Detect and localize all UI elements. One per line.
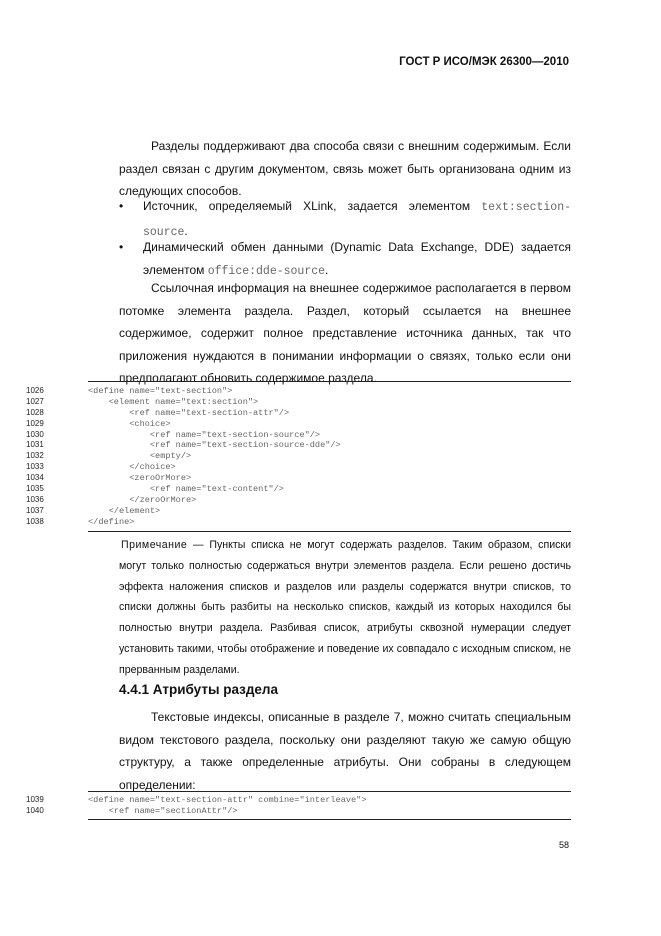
code-text: <zeroOrMore> xyxy=(88,473,192,484)
line-number: 1035 xyxy=(26,484,44,494)
bullet-text: Динамический обмен данными (Dynamic Data Exchange, DDE) задается элементом xyxy=(143,240,571,277)
bullet-tail: . xyxy=(325,262,329,277)
code-text: </choice> xyxy=(88,462,176,473)
line-number: 1030 xyxy=(26,429,44,439)
note-text: — Пункты списка не могут содержать разделов. Таким образом, списки могут только полностью содержаться внутри элементов раздела. Если решено достичь эффекта наложения списков и разделов или разделы содержатся внутри списков, то списки должны быть разбиты на несколько списков, каждый из которых находился бы полностью внутри раздела. Разбивая список, атрибуты сквозной нумерации следует установить такими, чтобы отображение и поведение их совпадало с исходным списком, не прерванным разделами. xyxy=(119,539,571,676)
line-number: 1039 xyxy=(26,795,44,804)
code-inline: office:dde-source xyxy=(207,264,326,278)
bullet-tail: . xyxy=(184,223,188,238)
note-block xyxy=(119,535,571,681)
code-inline: text:section-source xyxy=(143,201,571,239)
code-line xyxy=(26,451,571,462)
code-line xyxy=(26,795,571,806)
code-text: <ref name="text-section-source"/> xyxy=(88,429,321,440)
line-number: 1037 xyxy=(26,505,44,515)
code-block-1 xyxy=(26,381,571,532)
bullet-marker: • xyxy=(119,240,124,254)
line-number: 1033 xyxy=(26,462,44,472)
paragraph-intro xyxy=(119,135,571,203)
line-number: 1036 xyxy=(26,494,44,504)
code-text: <element name="text:section"> xyxy=(88,396,259,407)
code-text: <define name="text-section"> xyxy=(88,386,233,396)
code-text: <ref name="text-section-attr"/> xyxy=(88,407,290,418)
code-line xyxy=(26,386,571,397)
code-line xyxy=(26,429,571,441)
code-text: <choice> xyxy=(88,418,171,429)
code-text: <ref name="sectionAttr"/> xyxy=(88,805,238,816)
paragraph-intro-text: Разделы поддерживают два способа связи с внешним содержимым. Если раздел связан с другим документом, связь может быть организована одним из следующих способов. xyxy=(119,139,571,199)
code-line xyxy=(26,440,571,451)
code-text: </define> xyxy=(88,516,135,527)
code-text: <empty/> xyxy=(88,451,192,462)
line-number: 1034 xyxy=(26,473,44,483)
line-number: 1031 xyxy=(26,440,44,450)
code-text: <ref name="text-content"/> xyxy=(88,484,284,495)
section-heading: 4.4.1 Атрибуты раздела xyxy=(119,682,279,697)
code-bottom-rule xyxy=(88,819,571,820)
code-block-2 xyxy=(26,791,571,820)
line-number: 1028 xyxy=(26,407,44,417)
code-bottom-rule xyxy=(88,531,571,532)
paragraph-indexes xyxy=(119,706,571,796)
code-line xyxy=(26,462,571,473)
paragraph-reference-text: Ссылочная информация на внешнее содержимое располагается в первом потомке элемента раздела. Раздел, который ссылается на внешнее содержимое, содержит полное представление источника данных, так что приложения нуждаются в понимании информации о связях, только если они предполагают обновить содержимое раздела. xyxy=(119,281,571,386)
note-label: Примечание xyxy=(121,539,188,551)
page-number: 58 xyxy=(558,840,569,850)
line-number: 1029 xyxy=(26,418,44,428)
code-line xyxy=(26,505,571,517)
code-text: </element> xyxy=(88,505,161,516)
code-line xyxy=(26,396,571,408)
line-number: 1026 xyxy=(26,386,44,395)
code-line xyxy=(26,473,571,484)
line-number: 1027 xyxy=(26,396,44,406)
line-number: 1032 xyxy=(26,451,44,461)
code-line xyxy=(26,494,571,506)
code-text: </zeroOrMore> xyxy=(88,494,197,505)
code-line xyxy=(26,484,571,495)
code-line xyxy=(26,418,571,430)
code-line xyxy=(26,407,571,419)
line-number: 1038 xyxy=(26,516,44,526)
document-header: ГОСТ Р ИСО/МЭК 26300—2010 xyxy=(399,56,569,68)
line-number: 1040 xyxy=(26,805,44,815)
code-line xyxy=(26,516,571,528)
code-line xyxy=(26,805,571,817)
paragraph-reference-info xyxy=(119,277,571,390)
paragraph-indexes-text: Текстовые индексы, описанные в разделе 7, можно считать специальным видом текстового раздела, поскольку они разделяют такую же самую общую структуру, а также определенные атрибуты. Они собраны в следующем определении: xyxy=(119,710,571,792)
code-text: <ref name="text-section-source-dde"/> xyxy=(88,440,341,451)
code-text: <define name="text-section-attr" combine="interleave"> xyxy=(88,795,367,805)
bullet-text: Источник, определяемый XLink, задается элементом xyxy=(143,199,482,213)
bullet-marker: • xyxy=(119,199,124,213)
